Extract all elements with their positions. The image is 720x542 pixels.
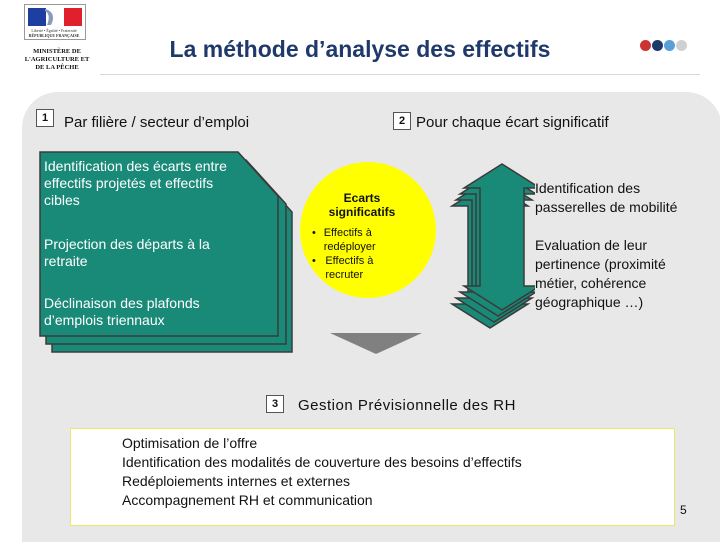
- down-arrow-icon: [326, 331, 426, 357]
- decorative-dots: [640, 38, 688, 56]
- card-item-retirement: Projection des départs à la retraite: [44, 236, 210, 269]
- red-dot-icon: [640, 40, 651, 51]
- mobility-identification: Identification des passerelles de mobilité: [535, 179, 701, 217]
- grey-dot-icon: [676, 40, 687, 51]
- card-item-ceilings: Déclinaison des plafonds d’emplois triennaux: [44, 295, 200, 328]
- gaps-circle-title: Ecarts significatifs: [328, 191, 396, 219]
- title-divider: [100, 74, 700, 75]
- logo-motto: Liberté • Égalité • Fraternité: [31, 28, 77, 33]
- gpec-list: [122, 434, 662, 510]
- logo-republic: RÉPUBLIQUE FRANÇAISE: [28, 33, 80, 38]
- section-3-heading: Gestion Prévisionnelle des RH: [298, 397, 516, 414]
- list-item: • Effectifs à redéployer: [312, 227, 376, 253]
- page-number: 5: [680, 503, 687, 517]
- blue-dot-icon: [664, 40, 675, 51]
- list-item: • Effectifs à recruter: [312, 255, 374, 281]
- card-item-gaps: Identification des écarts entre effectifs projetés et effectifs cibles: [44, 158, 227, 208]
- list-item: Accompagnement RH et communication: [122, 492, 373, 508]
- list-item: Identification des modalités de couverture des besoins d’effectifs: [122, 454, 522, 470]
- step-2-badge: 2: [393, 112, 411, 130]
- step-3-badge: 3: [266, 395, 284, 413]
- step-1-badge: 1: [36, 109, 54, 127]
- gaps-bullet-list: [312, 226, 410, 282]
- logo-ministry: MINISTÈRE DE L'AGRICULTURE ET DE LA PÊCHE: [24, 48, 90, 71]
- section-1-heading: Par filière / secteur d’emploi: [64, 114, 250, 131]
- marianne-flag-icon: [25, 5, 85, 29]
- section-2-heading: Pour chaque écart significatif: [416, 114, 609, 131]
- list-item: Redéploiements internes et externes: [122, 473, 351, 489]
- page-title: La méthode d’analyse des effectifs: [169, 36, 551, 62]
- navy-dot-icon: [652, 40, 663, 51]
- list-item: Optimisation de l’offre: [122, 435, 258, 451]
- relevance-evaluation: Evaluation de leur pertinence (proximité métier, cohérence géographique …): [535, 236, 695, 312]
